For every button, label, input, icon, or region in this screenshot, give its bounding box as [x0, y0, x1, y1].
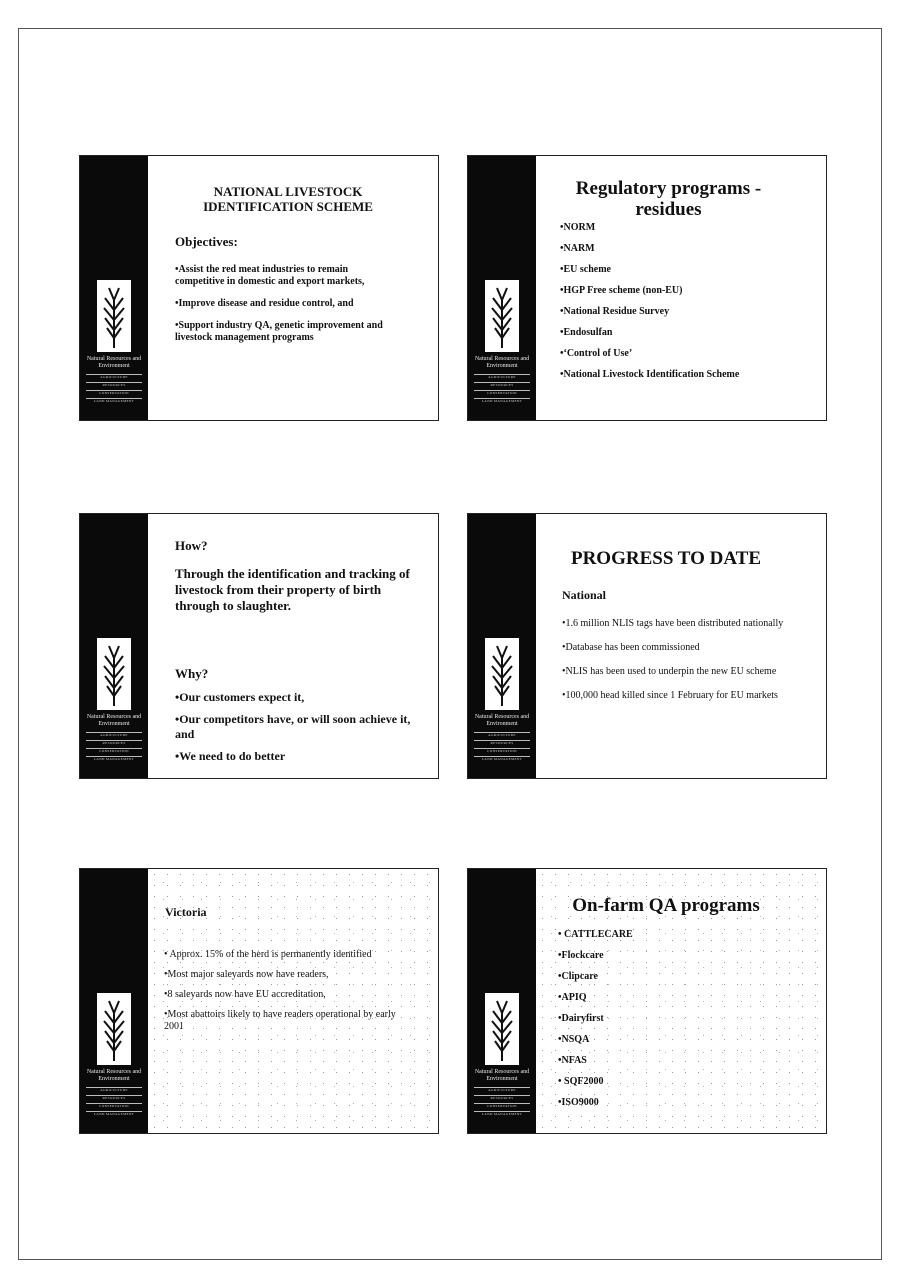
list-item: •NLIS has been used to underpin the new EU scheme: [562, 666, 777, 677]
slide-sidebar: [468, 514, 536, 778]
slide-content-area: [148, 869, 438, 1133]
org-divisions: AGRICULTURE RESOURCES CONSERVATION LAND MANAGEMENT: [474, 1087, 530, 1119]
org-divisions: AGRICULTURE RESOURCES CONSERVATION LAND MANAGEMENT: [86, 732, 142, 764]
wheat-logo-icon: [97, 638, 131, 710]
org-divisions: AGRICULTURE RESOURCES CONSERVATION LAND MANAGEMENT: [86, 374, 142, 406]
list-item: •100,000 head killed since 1 February for EU markets: [562, 690, 778, 701]
list-item: •8 saleyards now have EU accreditation,: [164, 989, 326, 1000]
how-heading: How?: [175, 538, 208, 553]
slide-nlis-objectives: [79, 155, 439, 421]
slide-sidebar: [468, 869, 536, 1133]
wheat-logo-icon: [485, 638, 519, 710]
org-name: Natural Resources and Environment: [474, 356, 530, 369]
list-item: •Dairyfirst: [558, 1013, 604, 1024]
list-item: •HGP Free scheme (non-EU): [560, 285, 683, 296]
slide-sidebar: [80, 869, 148, 1133]
how-text: Through the identification and tracking of livestock from their property of birth through to slaughter.: [175, 566, 410, 613]
slide-title: Regulatory programs - residues: [575, 178, 762, 220]
list-item: •EU scheme: [560, 264, 611, 275]
org-name: Natural Resources and Environment: [86, 714, 142, 727]
slide-title: Victoria: [165, 905, 207, 919]
slide-sidebar: [468, 156, 536, 420]
list-item: •ISO9000: [558, 1097, 599, 1108]
bullet-list: [558, 929, 798, 1109]
bullet-list: [562, 618, 797, 702]
wheat-logo-icon: [485, 280, 519, 352]
slide-content-area: [536, 869, 826, 1133]
slide-title: NATIONAL LIVESTOCK IDENTIFICATION SCHEME: [203, 184, 373, 214]
list-item: • SQF2000: [558, 1076, 604, 1087]
list-item: •National Residue Survey: [560, 306, 670, 317]
list-item: •NFAS: [558, 1055, 587, 1066]
list-item: •APIQ: [558, 992, 587, 1003]
list-item: •Improve disease and residue control, and: [175, 298, 354, 309]
wheat-logo-icon: [97, 993, 131, 1065]
org-divisions: AGRICULTURE RESOURCES CONSERVATION LAND MANAGEMENT: [86, 1087, 142, 1119]
list-item: •1.6 million NLIS tags have been distributed nationally: [562, 618, 784, 629]
slide-title: On-farm QA programs: [572, 895, 760, 916]
list-item: •Most major saleyards now have readers,: [164, 969, 329, 980]
org-name: Natural Resources and Environment: [86, 1069, 142, 1082]
wheat-logo-icon: [485, 993, 519, 1065]
bullet-list: [175, 264, 393, 344]
org-name: Natural Resources and Environment: [86, 356, 142, 369]
list-item: •NSQA: [558, 1034, 590, 1045]
list-item: •Our competitors have, or will soon achieve it, and: [175, 712, 411, 741]
list-item: •Database has been commissioned: [562, 642, 700, 653]
org-name: Natural Resources and Environment: [474, 1069, 530, 1082]
slide-progress-to-date: [467, 513, 827, 779]
wheat-logo-icon: [97, 280, 131, 352]
slide-sidebar: [80, 156, 148, 420]
slide-subtitle: National: [562, 588, 607, 602]
slide-regulatory-programs: [467, 155, 827, 421]
list-item: •Clipcare: [558, 971, 598, 982]
org-name: Natural Resources and Environment: [474, 714, 530, 727]
list-item: •‘Control of Use’: [560, 348, 633, 359]
slide-title: PROGRESS TO DATE: [570, 548, 762, 569]
slide-how-why: [79, 513, 439, 779]
slide-on-farm-qa: [467, 868, 827, 1134]
list-item: •Endosulfan: [560, 327, 613, 338]
list-item: •NARM: [560, 243, 595, 254]
list-item: •Flockcare: [558, 950, 604, 961]
list-item: •National Livestock Identification Scheme: [560, 369, 740, 380]
bullet-list: [175, 690, 415, 764]
list-item: •We need to do better: [175, 749, 286, 763]
org-divisions: AGRICULTURE RESOURCES CONSERVATION LAND MANAGEMENT: [474, 374, 530, 406]
list-item: •Our customers expect it,: [175, 690, 305, 704]
slide-sidebar: [80, 514, 148, 778]
list-item: •NORM: [560, 222, 596, 233]
list-item: •Support industry QA, genetic improvement and livestock management programs: [175, 320, 383, 343]
list-item: •Assist the red meat industries to remain competitive in domestic and export markets,: [175, 264, 365, 287]
list-item: • Approx. 15% of the herd is permanently identified: [164, 949, 372, 960]
list-item: • CATTLECARE: [558, 929, 633, 940]
why-heading: Why?: [175, 666, 209, 681]
slide-victoria: [79, 868, 439, 1134]
slide-subtitle: Objectives:: [175, 234, 238, 249]
org-divisions: AGRICULTURE RESOURCES CONSERVATION LAND MANAGEMENT: [474, 732, 530, 764]
list-item: •Most abattoirs likely to have readers operational by early 2001: [164, 1009, 396, 1032]
bullet-list: [560, 222, 820, 381]
bullet-list: [164, 949, 404, 1033]
